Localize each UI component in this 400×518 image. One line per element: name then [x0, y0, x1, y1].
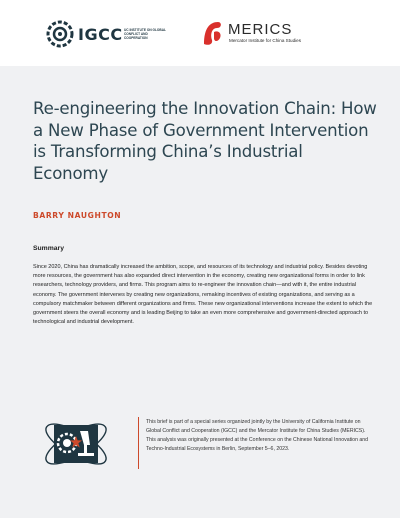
- merics-subtitle: Mercator Institute for China Studies: [229, 38, 302, 43]
- atom-microscope-gear-icon: [40, 415, 112, 473]
- summary-body: Since 2020, China has dramatically increased the ambition, scope, and resources of its technology and industrial policy. Besides devoting more resources, the government has also expanded direct intervention in the economy, creating new organizational forms in order to link researchers, technology providers, and firms. This program aims to re-engineer the innovation chain—and with it, the entire industrial economy. The government intervenes by creating new organizations, remaking incentives of existing organizations, and serving as a compulsory matchmaker between different organizations and firms. These new organizational interventions increase the extent to which the government steers the overall economy and is leading Beijing to take an even more comprehensive and government-directed approach to technological and industrial development.: [33, 264, 373, 326]
- merics-name: MERICS: [228, 21, 293, 38]
- document-title: Re-engineering the Innovation Chain: How a New Phase of Government Intervention is Transforming China’s Industrial Economy: [33, 99, 377, 183]
- igcc-globe-icon: [46, 20, 74, 48]
- igcc-logo: [46, 20, 168, 48]
- merics-mark-icon: [200, 18, 224, 48]
- summary-heading: Summary: [33, 245, 64, 252]
- igcc-subtitle: UC INSTITUTE ON GLOBAL CONFLICT AND COOPERATION: [124, 28, 166, 40]
- footer-divider: [138, 417, 139, 469]
- igcc-name: IGCC: [78, 25, 123, 44]
- merics-logo: [200, 18, 340, 50]
- header-bar: [0, 0, 400, 66]
- author-name: BARRY NAUGHTON: [33, 211, 122, 220]
- footer-note: This brief is part of a special series organized jointly by the University of California Institute on Global Conflict and Cooperation (IGCC) and the Mercator Institute for China Studies (MERICS). This analysis was originally presented at the Conference on the Chinese National Innovation and Techno-Industrial Ecosystems in Berlin, September 5–6, 2023.: [146, 419, 369, 452]
